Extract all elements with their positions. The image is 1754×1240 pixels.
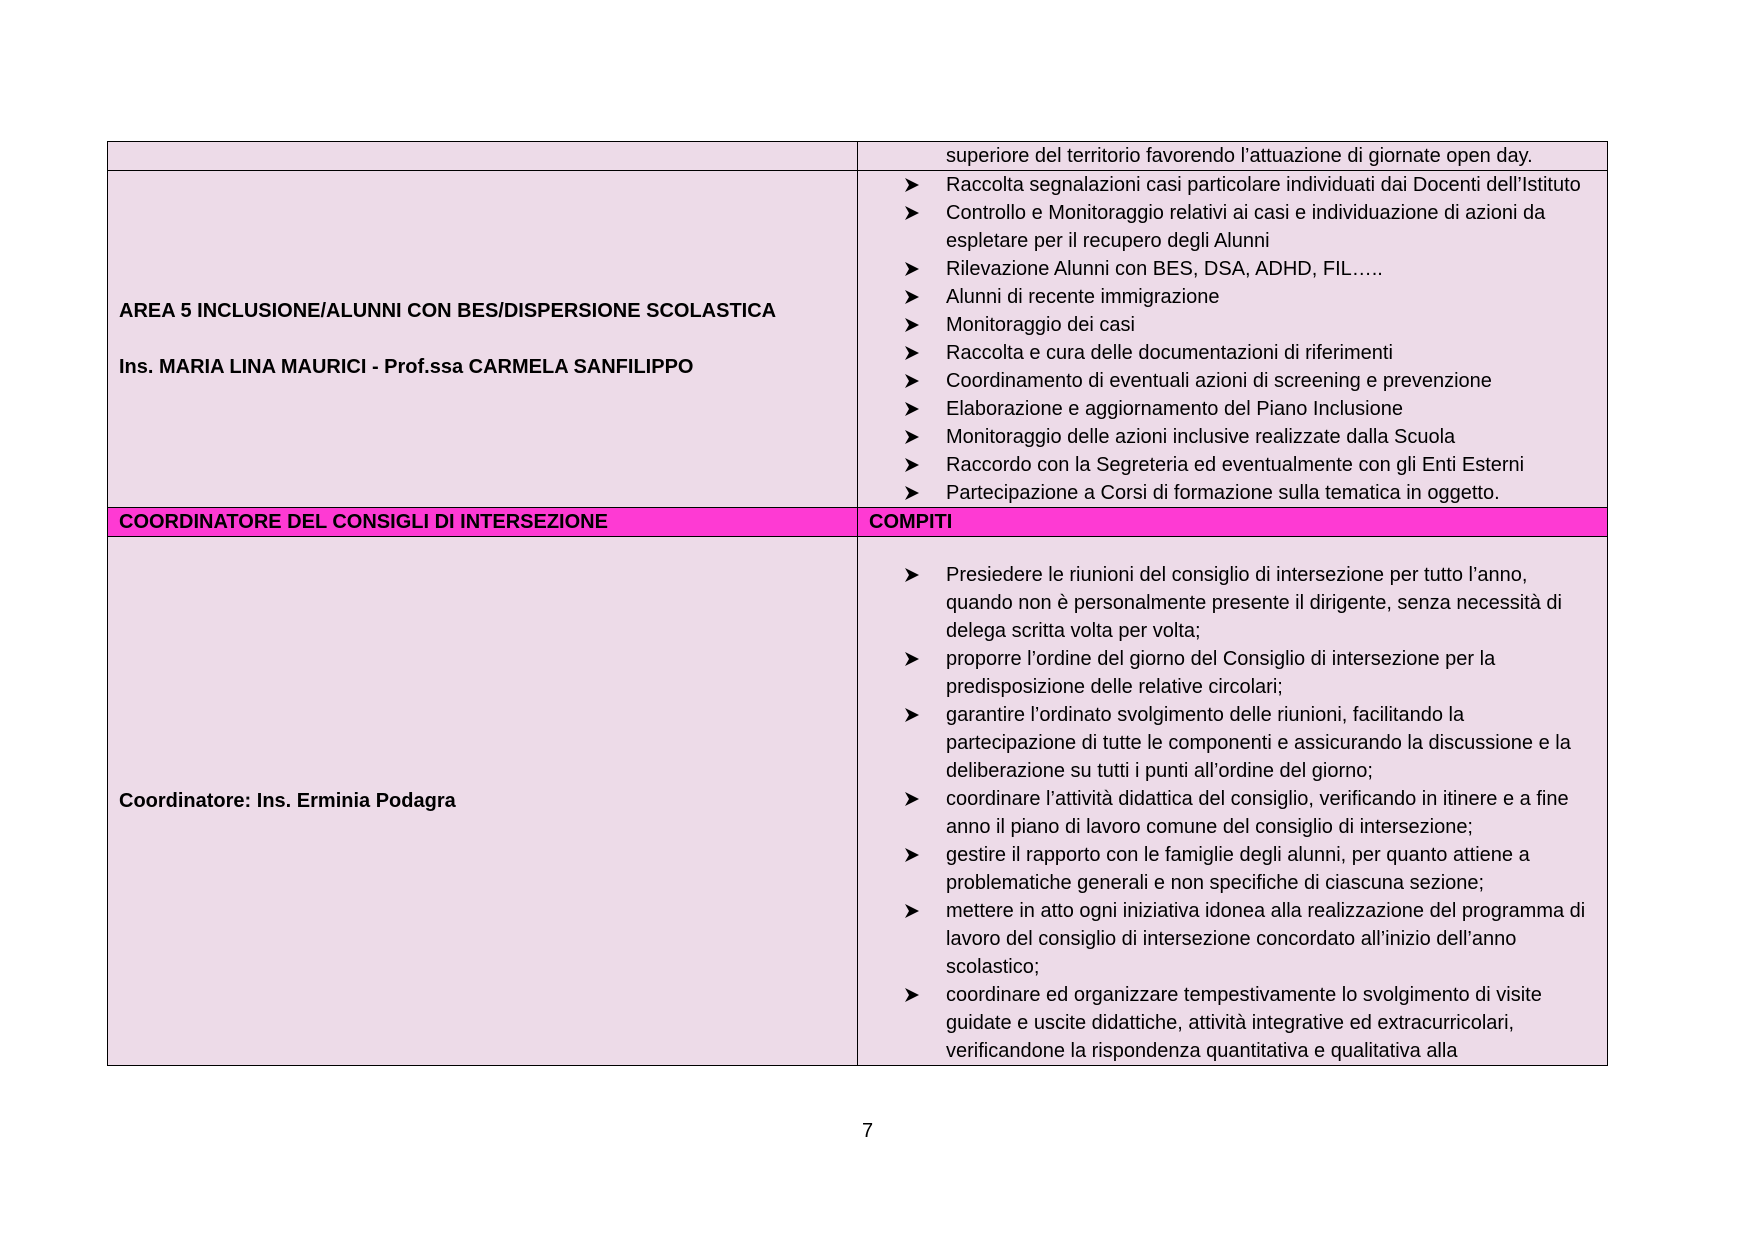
arrow-bullet-icon bbox=[904, 479, 922, 507]
table-row-coordinator bbox=[108, 537, 1608, 1066]
list-item-text: Monitoraggio delle azioni inclusive realizzate dalla Scuola bbox=[946, 426, 1456, 448]
continuation-text: superiore del territorio favorendo l’attuazione di giornate open day. bbox=[946, 145, 1533, 167]
list-item-text: Raccolta segnalazioni casi particolare individuati dai Docenti dell’Istituto bbox=[946, 174, 1581, 196]
list-item bbox=[858, 367, 1607, 395]
list-item bbox=[858, 423, 1607, 451]
arrow-bullet-icon bbox=[904, 451, 922, 479]
list-item bbox=[858, 339, 1607, 367]
arrow-bullet-icon bbox=[904, 785, 922, 813]
area5-people: Ins. MARIA LINA MAURICI - Prof.ssa CARMELA SANFILIPPO bbox=[119, 356, 694, 378]
list-item bbox=[858, 561, 1607, 645]
list-item-text: Controllo e Monitoraggio relativi ai casi e individuazione di azioni da espletare per il recupero degli Alunni bbox=[946, 202, 1546, 252]
header-right: COMPITI bbox=[858, 508, 1608, 537]
header-left: COORDINATORE DEL CONSIGLI DI INTERSEZIONE bbox=[108, 508, 858, 537]
list-item-text: coordinare ed organizzare tempestivamente lo svolgimento di visite guidate e uscite didattiche, attività integrative ed extracurricolari, verificandone la rispondenza quantitativa e qualitativa alla bbox=[946, 984, 1542, 1062]
area5-tasks-cell bbox=[858, 171, 1608, 508]
table-header-row bbox=[108, 508, 1608, 537]
list-item bbox=[858, 311, 1607, 339]
arrow-bullet-icon bbox=[904, 841, 922, 869]
list-item-text: Elaborazione e aggiornamento del Piano Inclusione bbox=[946, 398, 1403, 420]
arrow-bullet-icon bbox=[904, 701, 922, 729]
list-item bbox=[858, 255, 1607, 283]
list-item bbox=[858, 645, 1607, 701]
list-item bbox=[858, 395, 1607, 423]
list-item bbox=[858, 841, 1607, 897]
list-item-text: coordinare l’attività didattica del consiglio, verificando in itinere e a fine anno il piano di lavoro comune del consiglio di intersezione; bbox=[946, 788, 1569, 838]
list-item bbox=[858, 479, 1607, 507]
list-item-text: mettere in atto ogni iniziativa idonea alla realizzazione del programma di lavoro del consiglio di intersezione concordato all’inizio dell’anno scolastico; bbox=[946, 900, 1586, 978]
arrow-bullet-icon bbox=[904, 367, 922, 395]
table-row-area5 bbox=[108, 171, 1608, 508]
continuation-cell bbox=[858, 142, 1608, 171]
area5-title: AREA 5 INCLUSIONE/ALUNNI CON BES/DISPERSIONE SCOLASTICA bbox=[119, 300, 777, 322]
arrow-bullet-icon bbox=[904, 395, 922, 423]
area5-title-cell bbox=[108, 171, 858, 508]
arrow-bullet-icon bbox=[904, 981, 922, 1009]
list-item-text: Raccordo con la Segreteria ed eventualmente con gli Enti Esterni bbox=[946, 454, 1525, 476]
coordinator-label: Coordinatore: Ins. Erminia Podagra bbox=[119, 790, 456, 812]
arrow-bullet-icon bbox=[904, 897, 922, 925]
arrow-bullet-icon bbox=[904, 561, 922, 589]
list-item-text: garantire l’ordinato svolgimento delle riunioni, facilitando la partecipazione di tutte le componenti e assicurando la discussione e la deliberazione su tutti i punti all’ordine del giorno; bbox=[946, 704, 1571, 782]
list-item-text: proporre l’ordine del giorno del Consiglio di intersezione per la predisposizione delle relative circolari; bbox=[946, 648, 1496, 698]
spacer bbox=[119, 325, 857, 353]
list-item bbox=[858, 981, 1607, 1065]
list-item bbox=[858, 451, 1607, 479]
arrow-bullet-icon bbox=[904, 199, 922, 227]
arrow-bullet-icon bbox=[904, 171, 922, 199]
list-item bbox=[858, 171, 1607, 199]
arrow-bullet-icon bbox=[904, 423, 922, 451]
list-item bbox=[858, 701, 1607, 785]
arrow-bullet-icon bbox=[904, 645, 922, 673]
empty-cell bbox=[108, 142, 858, 171]
list-item bbox=[858, 785, 1607, 841]
coordinator-tasks-cell bbox=[858, 537, 1608, 1066]
coordinator-cell bbox=[108, 537, 858, 1066]
list-item bbox=[858, 897, 1607, 981]
list-item bbox=[858, 283, 1607, 311]
page-number: 7 bbox=[861, 1120, 874, 1142]
list-item-text: Alunni di recente immigrazione bbox=[946, 286, 1220, 308]
arrow-bullet-icon bbox=[904, 311, 922, 339]
table-row-continuation bbox=[108, 142, 1608, 171]
list-item-text: Rilevazione Alunni con BES, DSA, ADHD, FIL….. bbox=[946, 258, 1383, 280]
list-item-text: Raccolta e cura delle documentazioni di riferimenti bbox=[946, 342, 1393, 364]
list-item-text: gestire il rapporto con le famiglie degli alunni, per quanto attiene a problematiche generali e non specifiche di ciascuna sezione; bbox=[946, 844, 1530, 894]
arrow-bullet-icon bbox=[904, 339, 922, 367]
coordinator-task-list bbox=[858, 561, 1607, 1065]
list-item-text: Coordinamento di eventuali azioni di screening e prevenzione bbox=[946, 370, 1492, 392]
area5-task-list bbox=[858, 171, 1607, 507]
list-item-text: Partecipazione a Corsi di formazione sulla tematica in oggetto. bbox=[946, 482, 1500, 504]
list-item-text: Presiedere le riunioni del consiglio di intersezione per tutto l’anno, quando non è personalmente presente il dirigente, senza necessità di delega scritta volta per volta; bbox=[946, 564, 1562, 642]
arrow-bullet-icon bbox=[904, 283, 922, 311]
roles-table bbox=[107, 141, 1608, 1066]
list-item bbox=[858, 199, 1607, 255]
list-item-text: Monitoraggio dei casi bbox=[946, 314, 1135, 336]
arrow-bullet-icon bbox=[904, 255, 922, 283]
